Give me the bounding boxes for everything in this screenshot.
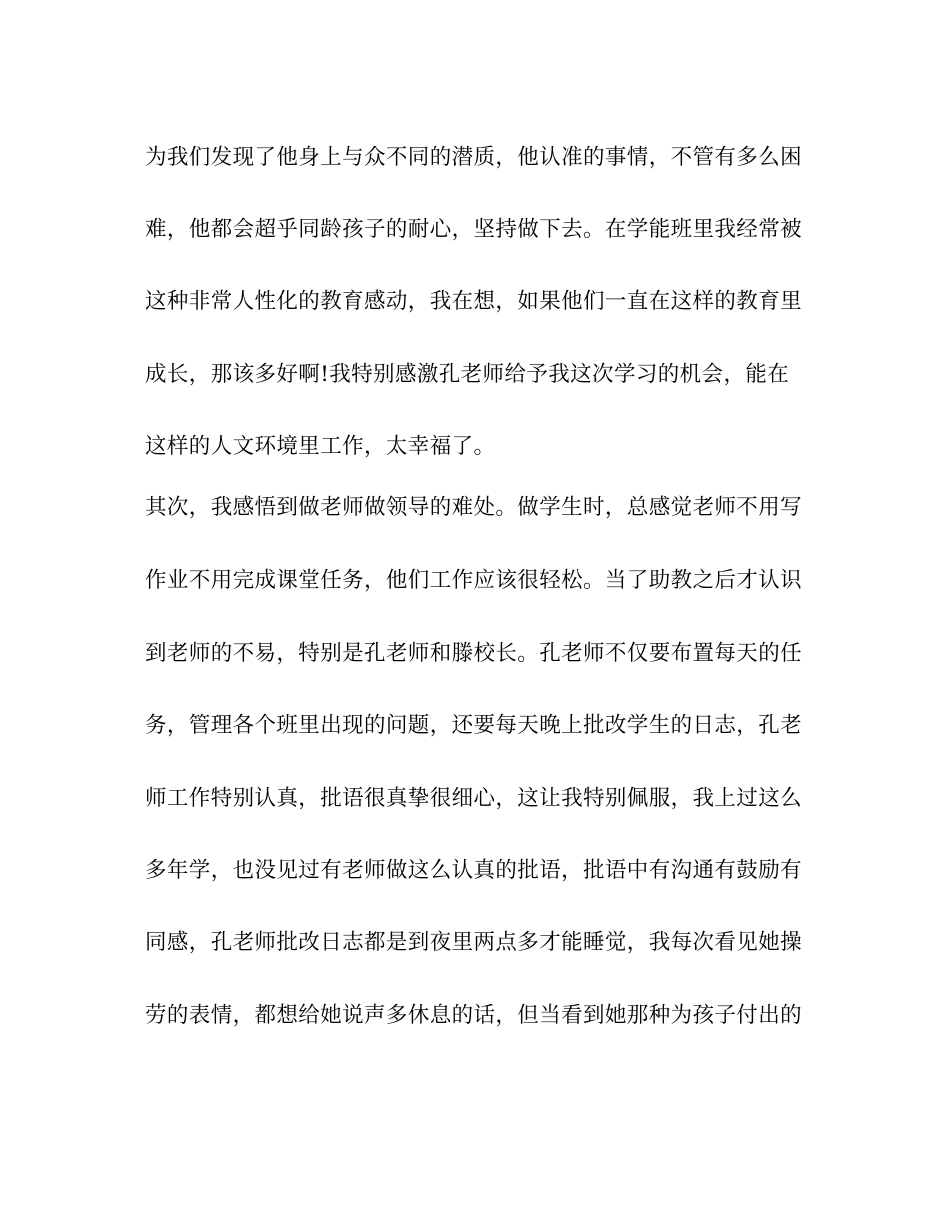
text-line: 劳的表情，都想给她说声多休息的话，但当看到她那种为孩子付出的 — [145, 1003, 803, 1028]
text-line: 作业不用完成课堂任务，他们工作应该很轻松。当了助教之后才认识 — [145, 568, 803, 593]
text-line: 成长，那该多好啊!我特别感激孔老师给予我这次学习的机会，能在 — [145, 362, 790, 387]
text-line: 这样的人文环境里工作，太幸福了。 — [145, 434, 496, 459]
text-line: 难，他都会超乎同龄孩子的耐心，坚持做下去。在学能班里我经常被 — [145, 217, 803, 242]
text-line: 同感，孔老师批改日志都是到夜里两点多才能睡觉，我每次看见她操 — [145, 930, 803, 955]
text-line: 为我们发现了他身上与众不同的潜质，他认准的事情，不管有多么困 — [145, 145, 803, 170]
text-line: 多年学，也没见过有老师做这么认真的批语，批语中有沟通有鼓励有 — [145, 858, 803, 883]
text-line: 这种非常人性化的教育感动，我在想，如果他们一直在这样的教育里 — [145, 289, 803, 314]
text-line: 师工作特别认真，批语很真挚很细心，这让我特别佩服，我上过这么 — [145, 786, 803, 811]
text-line: 其次，我感悟到做老师做领导的难处。做学生时，总感觉老师不用写 — [145, 495, 803, 520]
text-line: 到老师的不易，特别是孔老师和滕校长。孔老师不仅要布置每天的任 — [145, 641, 803, 666]
text-line: 务，管理各个班里出现的问题，还要每天晚上批改学生的日志，孔老 — [145, 713, 803, 738]
